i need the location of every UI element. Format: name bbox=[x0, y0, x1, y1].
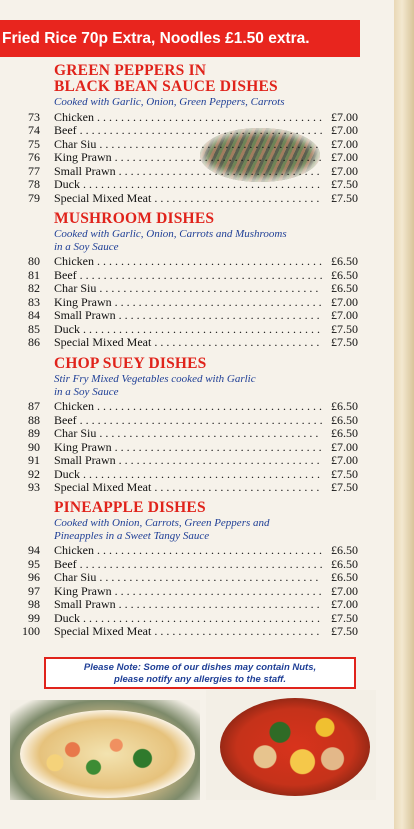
section-description-line: Stir Fry Mixed Vegetables cooked with Garlic bbox=[54, 373, 256, 385]
menu-section bbox=[0, 63, 380, 205]
menu-item-name: Special Mixed Meat . . . bbox=[54, 192, 322, 206]
menu-item-price: £6.50 bbox=[331, 412, 358, 427]
menu-item-row bbox=[0, 414, 380, 428]
allergy-note bbox=[44, 657, 356, 689]
menu-item-row bbox=[0, 192, 380, 206]
menu-item-row bbox=[0, 296, 380, 310]
menu-item-row bbox=[0, 441, 380, 455]
menu-item-number: 83 bbox=[28, 294, 40, 309]
menu-item-row bbox=[0, 544, 380, 558]
section-title: BLACK BEAN SAUCE DISHES bbox=[54, 78, 278, 95]
menu-item-price: £7.50 bbox=[331, 624, 358, 638]
menu-item-name: Special Mixed Meat . . . bbox=[54, 625, 322, 639]
menu-section bbox=[0, 500, 380, 639]
menu-item-row bbox=[0, 571, 380, 585]
menu-item-price: £7.50 bbox=[331, 321, 358, 336]
section-description-line: in a Soy Sauce bbox=[54, 240, 119, 253]
menu-item-number: 92 bbox=[28, 466, 40, 481]
menu-item-number: 98 bbox=[28, 597, 40, 611]
menu-item-number: 90 bbox=[28, 439, 40, 454]
section-description bbox=[54, 517, 380, 542]
menu-item-number: 85 bbox=[28, 321, 40, 336]
menu-item-row bbox=[0, 269, 380, 283]
menu-item-price: £6.50 bbox=[331, 254, 358, 268]
menu-section bbox=[0, 356, 380, 495]
menu-item-row bbox=[0, 138, 380, 152]
menu-item-number: 82 bbox=[28, 281, 40, 295]
menu-item-row bbox=[0, 336, 380, 350]
menu-item-price: £7.50 bbox=[331, 480, 358, 494]
menu-item-row bbox=[0, 165, 380, 179]
menu-item-row bbox=[0, 111, 380, 125]
menu-item-number: 94 bbox=[28, 543, 40, 557]
menu-item-number: 78 bbox=[28, 177, 40, 191]
menu-item-number: 93 bbox=[28, 480, 40, 494]
menu-item-name: King Prawn . . . bbox=[54, 585, 322, 599]
menu-item-name: King Prawn . . . bbox=[54, 441, 322, 455]
section-description-line: in a Soy Sauce bbox=[54, 385, 119, 398]
section-description-line: Pineapples in a Sweet Tangy Sauce bbox=[54, 529, 210, 542]
menu-item-price: £6.50 bbox=[331, 399, 358, 413]
menu-item-number: 79 bbox=[28, 190, 40, 205]
menu-item-price: £7.50 bbox=[331, 610, 358, 625]
menu-item-price: £7.00 bbox=[331, 294, 358, 309]
menu-item-number: 77 bbox=[28, 163, 40, 178]
menu-item-price: £7.00 bbox=[331, 453, 358, 467]
menu-item-price: £7.50 bbox=[331, 466, 358, 481]
menu-item-name: Chicken . . . bbox=[54, 544, 322, 558]
menu-item-name: Chicken . . . bbox=[54, 111, 322, 125]
section-title: PINEAPPLE DISHES bbox=[54, 499, 206, 516]
menu-item-price: £7.00 bbox=[331, 109, 358, 124]
menu-item-name: Chicken . . . bbox=[54, 255, 322, 269]
menu-item-row bbox=[0, 585, 380, 599]
menu-item-name: Duck . . . bbox=[54, 323, 322, 337]
menu-item-number: 91 bbox=[28, 453, 40, 467]
section-description bbox=[54, 96, 380, 109]
menu-item-number: 86 bbox=[28, 335, 40, 349]
menu-item-price: £7.00 bbox=[331, 583, 358, 598]
menu-item-number: 88 bbox=[28, 412, 40, 427]
section-title: MUSHROOM DISHES bbox=[54, 210, 215, 227]
menu-item-name: Duck . . . bbox=[54, 178, 322, 192]
menu-item-row bbox=[0, 400, 380, 414]
section-title: GREEN PEPPERS IN bbox=[54, 62, 207, 79]
menu-item-price: £6.50 bbox=[331, 426, 358, 440]
menu-item-row bbox=[0, 625, 380, 639]
menu-item-row bbox=[0, 178, 380, 192]
menu-item-price: £6.50 bbox=[331, 570, 358, 584]
menu-item-row bbox=[0, 309, 380, 323]
menu-item-row bbox=[0, 427, 380, 441]
menu-item-row bbox=[0, 151, 380, 165]
menu-item-price: £7.00 bbox=[331, 150, 358, 164]
menu-item-price: £7.00 bbox=[331, 308, 358, 322]
menu-item-number: 87 bbox=[28, 399, 40, 413]
section-description bbox=[54, 228, 380, 253]
menu-item-row bbox=[0, 481, 380, 495]
menu-section bbox=[0, 211, 380, 350]
menu-item-number: 89 bbox=[28, 426, 40, 440]
menu-item-name: Duck . . . bbox=[54, 612, 322, 626]
allergy-note-line-1: Please Note: Some of our dishes may contain Nuts, bbox=[83, 662, 317, 673]
menu-item-number: 84 bbox=[28, 308, 40, 322]
menu-item-name: Duck . . . bbox=[54, 468, 322, 482]
menu-item-name: Char Siu . . . bbox=[54, 282, 322, 296]
menu-item-row bbox=[0, 454, 380, 468]
menu-item-price: £7.00 bbox=[331, 597, 358, 611]
extras-banner: Fried Rice 70p Extra, Noodles £1.50 extra. bbox=[0, 20, 360, 57]
menu-item-number: 81 bbox=[28, 267, 40, 282]
menu-item-name: King Prawn . . . bbox=[54, 296, 322, 310]
menu-item-name: Char Siu . . . bbox=[54, 571, 322, 585]
menu-item-name: Beef . . . bbox=[54, 558, 322, 572]
menu-item-name: Char Siu . . . bbox=[54, 138, 322, 152]
menu-item-row bbox=[0, 323, 380, 337]
menu-item-name: Small Prawn . . . bbox=[54, 165, 322, 179]
menu-item-price: £6.50 bbox=[331, 281, 358, 295]
menu-item-number: 73 bbox=[28, 109, 40, 124]
allergy-note-line-2: please notify any allergies to the staff. bbox=[114, 674, 286, 685]
menu-item-name: Beef . . . bbox=[54, 124, 322, 138]
menu-item-price: £7.50 bbox=[331, 177, 358, 191]
menu-item-price: £6.50 bbox=[331, 267, 358, 282]
menu-item-price: £7.50 bbox=[331, 335, 358, 349]
menu-item-name: Special Mixed Meat . . . bbox=[54, 336, 322, 350]
menu-item-number: 80 bbox=[28, 254, 40, 268]
section-description-line: Cooked with Onion, Carrots, Green Peppers and bbox=[54, 517, 270, 529]
menu-item-price: £7.00 bbox=[331, 136, 358, 151]
menu-item-number: 76 bbox=[28, 150, 40, 164]
menu-item-row bbox=[0, 255, 380, 269]
menu-item-name: Beef . . . bbox=[54, 414, 322, 428]
section-description bbox=[54, 373, 380, 398]
menu-item-name: King Prawn . . . bbox=[54, 151, 322, 165]
menu-item-number: 97 bbox=[28, 583, 40, 598]
menu-item-number: 95 bbox=[28, 556, 40, 571]
menu-item-price: £6.50 bbox=[331, 556, 358, 571]
menu-item-row bbox=[0, 468, 380, 482]
menu-item-row bbox=[0, 612, 380, 626]
section-description-line: Cooked with Garlic, Onion, Green Peppers, Carrots bbox=[54, 96, 285, 108]
menu-item-name: Small Prawn . . . bbox=[54, 309, 322, 323]
section-title: CHOP SUEY DISHES bbox=[54, 355, 207, 372]
menu-item-name: Beef . . . bbox=[54, 269, 322, 283]
menu-item-number: 99 bbox=[28, 610, 40, 625]
menu-item-price: £7.50 bbox=[331, 190, 358, 205]
page-spine bbox=[394, 0, 414, 829]
prawn-rice-dish-photo bbox=[10, 700, 200, 800]
menu-item-name: Char Siu . . . bbox=[54, 427, 322, 441]
menu-item-row bbox=[0, 124, 380, 138]
sweet-sour-dish-photo bbox=[206, 690, 376, 800]
menu-item-number: 75 bbox=[28, 136, 40, 151]
menu-item-number: 100 bbox=[22, 624, 40, 638]
menu-item-number: 96 bbox=[28, 570, 40, 584]
menu-item-number: 74 bbox=[28, 123, 40, 137]
menu-item-price: £6.50 bbox=[331, 543, 358, 557]
menu-item-name: Small Prawn . . . bbox=[54, 454, 322, 468]
section-description-line: Cooked with Garlic, Onion, Carrots and Mushrooms bbox=[54, 228, 287, 240]
menu-item-name: Chicken . . . bbox=[54, 400, 322, 414]
menu-item-row bbox=[0, 598, 380, 612]
menu-item-row bbox=[0, 282, 380, 296]
menu-item-name: Special Mixed Meat . . . bbox=[54, 481, 322, 495]
menu-item-price: £7.00 bbox=[331, 163, 358, 178]
menu-item-name: Small Prawn . . . bbox=[54, 598, 322, 612]
menu-item-row bbox=[0, 558, 380, 572]
menu-item-price: £7.00 bbox=[331, 439, 358, 454]
menu-item-price: £7.00 bbox=[331, 123, 358, 137]
